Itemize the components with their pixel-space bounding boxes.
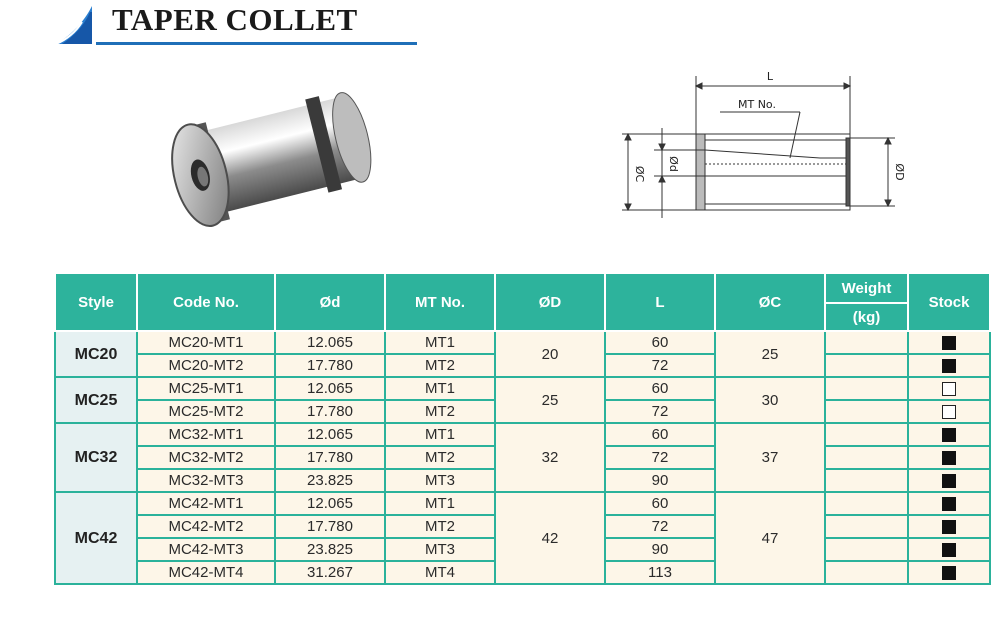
c-cell: 30 bbox=[715, 377, 825, 423]
d-cell: 31.267 bbox=[275, 561, 385, 584]
mt-cell: MT4 bbox=[385, 561, 495, 584]
col-header-code: Code No. bbox=[137, 273, 275, 331]
code-cell: MC25-MT1 bbox=[137, 377, 275, 400]
d-cell: 17.780 bbox=[275, 515, 385, 538]
weight-cell bbox=[825, 423, 908, 446]
d-cell: 12.065 bbox=[275, 423, 385, 446]
d-cell: 17.780 bbox=[275, 354, 385, 377]
l-cell: 60 bbox=[605, 331, 715, 354]
code-cell: MC42-MT3 bbox=[137, 538, 275, 561]
style-cell: MC32 bbox=[55, 423, 137, 492]
l-cell: 72 bbox=[605, 446, 715, 469]
weight-cell bbox=[825, 492, 908, 515]
col-header-d: Ød bbox=[275, 273, 385, 331]
mt-cell: MT3 bbox=[385, 469, 495, 492]
l-cell: 60 bbox=[605, 492, 715, 515]
collet-illustration bbox=[160, 80, 385, 245]
weight-cell bbox=[825, 354, 908, 377]
bigd-cell: 25 bbox=[495, 377, 605, 423]
l-cell: 90 bbox=[605, 538, 715, 561]
filled-square-icon bbox=[942, 359, 956, 373]
dim-label-l: L bbox=[766, 70, 774, 83]
table-row bbox=[55, 331, 990, 354]
stock-cell bbox=[908, 492, 990, 515]
code-cell: MC32-MT3 bbox=[137, 469, 275, 492]
dim-label-d-big: ØD bbox=[893, 163, 906, 181]
stock-cell bbox=[908, 400, 990, 423]
weight-cell bbox=[825, 331, 908, 354]
stock-cell bbox=[908, 515, 990, 538]
style-cell: MC25 bbox=[55, 377, 137, 423]
stock-cell bbox=[908, 331, 990, 354]
dim-label-d-small: Ød bbox=[667, 156, 680, 172]
code-cell: MC32-MT2 bbox=[137, 446, 275, 469]
table-row bbox=[55, 423, 990, 446]
filled-square-icon bbox=[942, 520, 956, 534]
bigd-cell: 32 bbox=[495, 423, 605, 492]
mt-cell: MT1 bbox=[385, 331, 495, 354]
stock-cell bbox=[908, 354, 990, 377]
filled-square-icon bbox=[942, 451, 956, 465]
d-cell: 12.065 bbox=[275, 492, 385, 515]
weight-cell bbox=[825, 538, 908, 561]
mt-cell: MT1 bbox=[385, 423, 495, 446]
weight-cell bbox=[825, 446, 908, 469]
dim-label-mt: MT No. bbox=[738, 98, 776, 111]
col-header-bigd: ØD bbox=[495, 273, 605, 331]
bigd-cell: 20 bbox=[495, 331, 605, 377]
code-cell: MC42-MT4 bbox=[137, 561, 275, 584]
filled-square-icon bbox=[942, 336, 956, 350]
code-cell: MC42-MT2 bbox=[137, 515, 275, 538]
weight-cell bbox=[825, 469, 908, 492]
bigd-cell: 42 bbox=[495, 492, 605, 584]
stock-cell bbox=[908, 469, 990, 492]
l-cell: 72 bbox=[605, 400, 715, 423]
col-header-l: L bbox=[605, 273, 715, 331]
table-row bbox=[55, 377, 990, 400]
l-cell: 60 bbox=[605, 423, 715, 446]
code-cell: MC32-MT1 bbox=[137, 423, 275, 446]
mt-cell: MT1 bbox=[385, 492, 495, 515]
mt-cell: MT3 bbox=[385, 538, 495, 561]
weight-cell bbox=[825, 561, 908, 584]
d-cell: 23.825 bbox=[275, 469, 385, 492]
stock-cell bbox=[908, 561, 990, 584]
col-header-weight: Weight bbox=[825, 273, 908, 303]
d-cell: 17.780 bbox=[275, 400, 385, 423]
l-cell: 113 bbox=[605, 561, 715, 584]
l-cell: 60 bbox=[605, 377, 715, 400]
mt-cell: MT1 bbox=[385, 377, 495, 400]
brand-swoosh-icon bbox=[52, 4, 102, 46]
col-header-c: ØC bbox=[715, 273, 825, 331]
empty-square-icon bbox=[942, 405, 956, 419]
stock-cell bbox=[908, 446, 990, 469]
stock-cell bbox=[908, 377, 990, 400]
spec-table bbox=[54, 272, 991, 585]
style-cell: MC42 bbox=[55, 492, 137, 584]
stock-cell bbox=[908, 423, 990, 446]
code-cell: MC25-MT2 bbox=[137, 400, 275, 423]
c-cell: 47 bbox=[715, 492, 825, 584]
dimension-drawing bbox=[610, 66, 910, 226]
col-header-style: Style bbox=[55, 273, 137, 331]
filled-square-icon bbox=[942, 543, 956, 557]
table-row bbox=[55, 492, 990, 515]
stock-cell bbox=[908, 538, 990, 561]
code-cell: MC42-MT1 bbox=[137, 492, 275, 515]
dim-label-c: ØC bbox=[633, 165, 646, 183]
col-header-mt: MT No. bbox=[385, 273, 495, 331]
weight-cell bbox=[825, 400, 908, 423]
title-underline bbox=[96, 42, 417, 45]
weight-cell bbox=[825, 515, 908, 538]
l-cell: 72 bbox=[605, 354, 715, 377]
spec-table-body bbox=[55, 331, 990, 584]
mt-cell: MT2 bbox=[385, 400, 495, 423]
code-cell: MC20-MT1 bbox=[137, 331, 275, 354]
d-cell: 23.825 bbox=[275, 538, 385, 561]
empty-square-icon bbox=[942, 382, 956, 396]
d-cell: 12.065 bbox=[275, 331, 385, 354]
c-cell: 25 bbox=[715, 331, 825, 377]
style-cell: MC20 bbox=[55, 331, 137, 377]
filled-square-icon bbox=[942, 497, 956, 511]
l-cell: 72 bbox=[605, 515, 715, 538]
c-cell: 37 bbox=[715, 423, 825, 492]
col-header-stock: Stock bbox=[908, 273, 990, 331]
mt-cell: MT2 bbox=[385, 354, 495, 377]
filled-square-icon bbox=[942, 566, 956, 580]
mt-cell: MT2 bbox=[385, 515, 495, 538]
d-cell: 12.065 bbox=[275, 377, 385, 400]
weight-cell bbox=[825, 377, 908, 400]
filled-square-icon bbox=[942, 474, 956, 488]
page-title: TAPER COLLET bbox=[112, 2, 358, 37]
d-cell: 17.780 bbox=[275, 446, 385, 469]
col-header-weight-unit: (kg) bbox=[825, 303, 908, 331]
code-cell: MC20-MT2 bbox=[137, 354, 275, 377]
l-cell: 90 bbox=[605, 469, 715, 492]
filled-square-icon bbox=[942, 428, 956, 442]
mt-cell: MT2 bbox=[385, 446, 495, 469]
